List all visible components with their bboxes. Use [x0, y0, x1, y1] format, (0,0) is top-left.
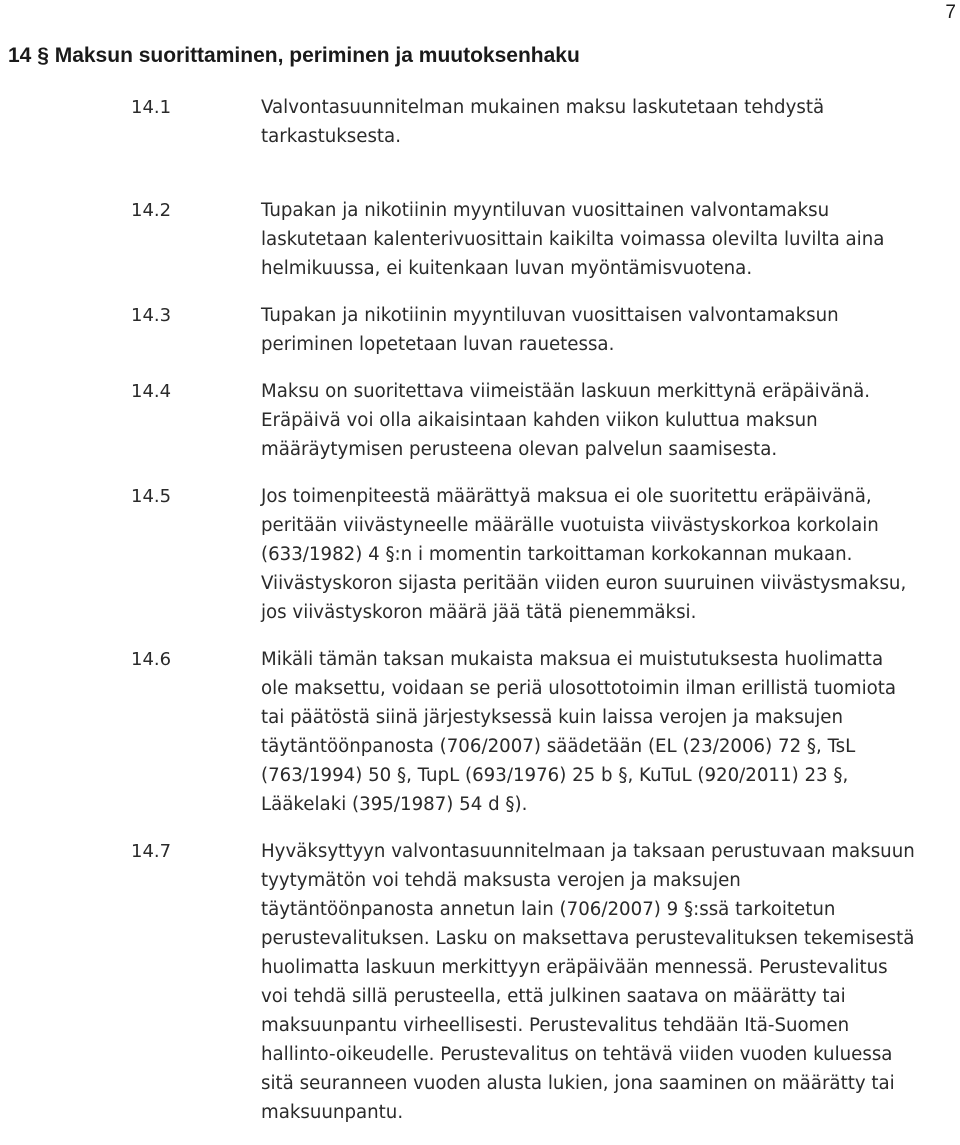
clause-line: Mikäli tämän taksan mukaista maksua ei muistutuksesta huolimatta — [261, 649, 884, 670]
clause-number: 14.2 — [131, 200, 172, 221]
clause-14-5 — [0, 482, 960, 627]
clause-number: 14.4 — [131, 381, 172, 402]
clause-line: Tupakan ja nikotiinin myyntiluvan vuosittainen valvontamaksu — [261, 200, 830, 221]
clause-line: Eräpäivä voi olla aikaisintaan kahden viikon kuluttua maksun — [261, 410, 818, 431]
clause-list — [0, 93, 960, 1145]
clause-text — [261, 93, 958, 151]
clause-number: 14.1 — [131, 97, 172, 118]
clause-line: maksuunpantu. — [261, 1102, 404, 1123]
clause-line: Maksu on suoritettava viimeistään laskuun merkittynä eräpäivänä. — [261, 381, 871, 402]
clause-14-6 — [0, 645, 960, 819]
clause-line: jos viivästyskoron määrä jää tätä pienemmäksi. — [261, 602, 697, 623]
clause-line: Jos toimenpiteestä määrättyä maksua ei ole suoritettu eräpäivänä, — [261, 486, 872, 507]
clause-text — [261, 377, 958, 464]
clause-line: sitä seuranneen vuoden alusta lukien, jona saaminen on määrätty tai — [261, 1073, 895, 1094]
clause-number: 14.3 — [131, 305, 172, 326]
clause-text — [261, 196, 958, 283]
clause-text — [261, 645, 958, 819]
clause-line: helmikuussa, ei kuitenkaan luvan myöntämisvuotena. — [261, 258, 753, 279]
clause-line: periminen lopetetaan luvan rauetessa. — [261, 334, 615, 355]
clause-line: perustevalituksen. Lasku on maksettava perustevalituksen tekemisestä — [261, 928, 915, 949]
clause-line: Viivästyskoron sijasta peritään viiden euron suuruinen viivästysmaksu, — [261, 573, 907, 594]
clause-line: tarkastuksesta. — [261, 126, 401, 147]
clause-line: laskutetaan kalenterivuosittain kaikilta voimassa olevilta luvilta aina — [261, 229, 885, 250]
clause-14-1 — [0, 93, 960, 151]
clause-text — [261, 301, 958, 359]
clause-line: Hyväksyttyyn valvontasuunnitelmaan ja taksaan perustuvaan maksuun — [261, 841, 915, 862]
section-heading: 14 § Maksun suorittaminen, periminen ja muutoksenhaku — [8, 44, 580, 67]
clause-line: määräytymisen perusteena olevan palvelun saamisesta. — [261, 439, 778, 460]
clause-line: tai päätöstä siinä järjestyksessä kuin laissa verojen ja maksujen — [261, 707, 843, 728]
clause-line: täytäntöönpanosta annetun lain (706/2007) 9 §:ssä tarkoitetun — [261, 899, 836, 920]
clause-line: peritään viivästyneelle määrälle vuotuista viivästyskorkoa korkolain — [261, 515, 879, 536]
clause-14-7 — [0, 837, 960, 1127]
clause-line: maksuunpantu virheellisesti. Perustevalitus tehdään Itä-Suomen — [261, 1015, 850, 1036]
clause-line: hallinto-oikeudelle. Perustevalitus on tehtävä viiden vuoden kuluessa — [261, 1044, 893, 1065]
clause-number: 14.5 — [131, 486, 172, 507]
clause-line: Lääkelaki (395/1987) 54 d §). — [261, 794, 528, 815]
clause-number: 14.7 — [131, 841, 172, 862]
page-number: 7 — [945, 2, 956, 23]
clause-line: tyytymätön voi tehdä maksusta verojen ja maksujen — [261, 870, 741, 891]
clause-14-3 — [0, 301, 960, 359]
clause-line: voi tehdä sillä perusteella, että julkinen saatava on määrätty tai — [261, 986, 846, 1007]
clause-text — [261, 482, 958, 627]
clause-14-2 — [0, 196, 960, 283]
clause-line: täytäntöönpanosta (706/2007) säädetään (EL (23/2006) 72 §, TsL — [261, 736, 856, 757]
clause-line: Valvontasuunnitelman mukainen maksu laskutetaan tehdystä — [261, 97, 825, 118]
clause-text — [261, 837, 958, 1127]
clause-14-4 — [0, 377, 960, 464]
clause-line: (763/1994) 50 §, TupL (693/1976) 25 b §, KuTuL (920/2011) 23 §, — [261, 765, 849, 786]
clause-line: (633/1982) 4 §:n i momentin tarkoittaman korkokannan mukaan. — [261, 544, 853, 565]
clause-number: 14.6 — [131, 649, 172, 670]
clause-line: huolimatta laskuun merkittyyn eräpäivään mennessä. Perustevalitus — [261, 957, 888, 978]
clause-line: Tupakan ja nikotiinin myyntiluvan vuosittaisen valvontamaksun — [261, 305, 839, 326]
clause-line: ole maksettu, voidaan se periä ulosottotoimin ilman erillistä tuomiota — [261, 678, 897, 699]
